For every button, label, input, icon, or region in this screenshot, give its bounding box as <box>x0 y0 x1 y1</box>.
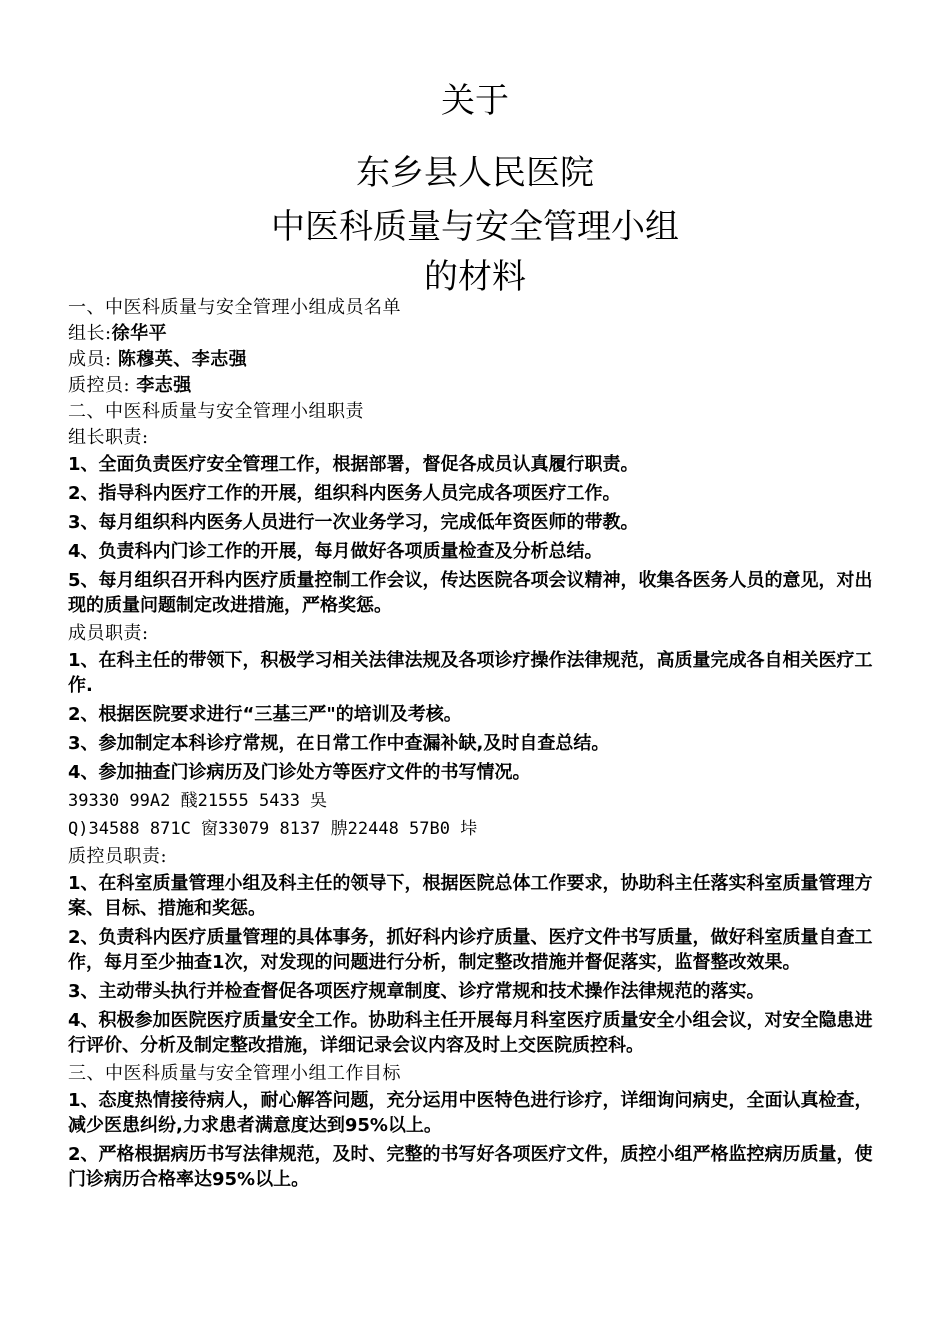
garbled-text-line: 39330 99A2 醆21555 5433 吳 <box>68 791 328 811</box>
leader-duty-item: 5、每月组织召开科内医疗质量控制工作会议，传达医院各项会议精神，收集各医务人员的意见，对出现的质量问题制定改进措施，严格奖惩。 <box>68 570 873 616</box>
leader-duty-item: 1、全面负责医疗安全管理工作，根据部署，督促各成员认真履行职责。 <box>68 454 639 475</box>
member-duty-item: 2、根据医院要求进行“三基三严"的培训及考核。 <box>68 704 462 725</box>
title-line-hospital: 东乡县人民医院 <box>356 153 594 193</box>
qc-duties-label: 质控员职责: <box>68 846 168 867</box>
section1-heading: 一、中医科质量与安全管理小组成员名单 <box>68 297 401 318</box>
title-line-group: 中医科质量与安全管理小组 <box>271 207 679 247</box>
leader-duty-item: 3、每月组织科内医务人员进行一次业务学习，完成低年资医师的带教。 <box>68 512 639 533</box>
member-duties-label: 成员职责: <box>68 623 149 644</box>
leader-duty-item: 2、指导科内医疗工作的开展，组织科内医务人员完成各项医疗工作。 <box>68 483 621 504</box>
leader-line <box>68 322 888 345</box>
qc-duty-item: 3、主动带头执行并检查督促各项医疗规章制度、诊疗常规和技术操作法律规范的落实。 <box>68 981 765 1002</box>
members-line <box>68 348 888 371</box>
qc-label: 质控员: <box>68 375 131 396</box>
garbled-text-line: Q)34588 871C 窗33079 8137 腗22448 57B0 垰 <box>68 819 478 839</box>
leader-duties-label: 组长职责: <box>68 427 149 448</box>
member-duty-item: 3、参加制定本科诊疗常规，在日常工作中查漏补缺,及时自查总结。 <box>68 733 610 754</box>
leader-duty-item: 4、负责科内门诊工作的开展，每月做好各项质量检查及分析总结。 <box>68 541 603 562</box>
members-label: 成员: <box>68 349 112 370</box>
qc-line <box>68 374 888 397</box>
title-line-materials: 的材料 <box>424 257 526 297</box>
goal-item: 2、严格根据病历书写法律规范，及时、完整的书写好各项医疗文件，质控小组严格监控病历质量，使门诊病历合格率达95%以上。 <box>68 1144 873 1190</box>
leader-name: 徐华平 <box>111 323 168 344</box>
qc-name: 李志强 <box>136 375 192 396</box>
section3-heading: 三、中医科质量与安全管理小组工作目标 <box>68 1063 401 1084</box>
qc-duty-item: 2、负责科内医疗质量管理的具体事务，抓好科内诊疗质量、医疗文件书写质量，做好科室质量自查工作，每月至少抽查1次，对发现的问题进行分析，制定整改措施并督促落实，监督整改效果。 <box>68 927 873 973</box>
member-duty-item: 1、在科主任的带领下，积极学习相关法律法规及各项诊疗操作法律规范，高质量完成各自相关医疗工作. <box>68 650 873 696</box>
member-duty-item: 4、参加抽查门诊病历及门诊处方等医疗文件的书写情况。 <box>68 762 531 783</box>
members-names: 陈穆英、李志强 <box>117 349 248 370</box>
goal-item: 1、态度热情接待病人，耐心解答问题，充分运用中医特色进行诊疗，详细询问病史，全面认真检查，减少医患纠纷,力求患者满意度达到95%以上。 <box>68 1090 873 1136</box>
qc-duty-item: 4、积极参加医院医疗质量安全工作。协助科主任开展每月科室医疗质量安全小组会议，对安全隐患进行评价、分析及制定整改措施，详细记录会议内容及时上交医院质控科。 <box>68 1010 873 1056</box>
title-line-about: 关于 <box>441 81 509 121</box>
document-body <box>68 296 888 1196</box>
section2-heading: 二、中医科质量与安全管理小组职责 <box>68 401 364 422</box>
leader-label: 组长: <box>68 323 112 344</box>
qc-duty-item: 1、在科室质量管理小组及科主任的领导下，根据医院总体工作要求，协助科主任落实科室质量管理方案、目标、措施和奖惩。 <box>68 873 873 919</box>
